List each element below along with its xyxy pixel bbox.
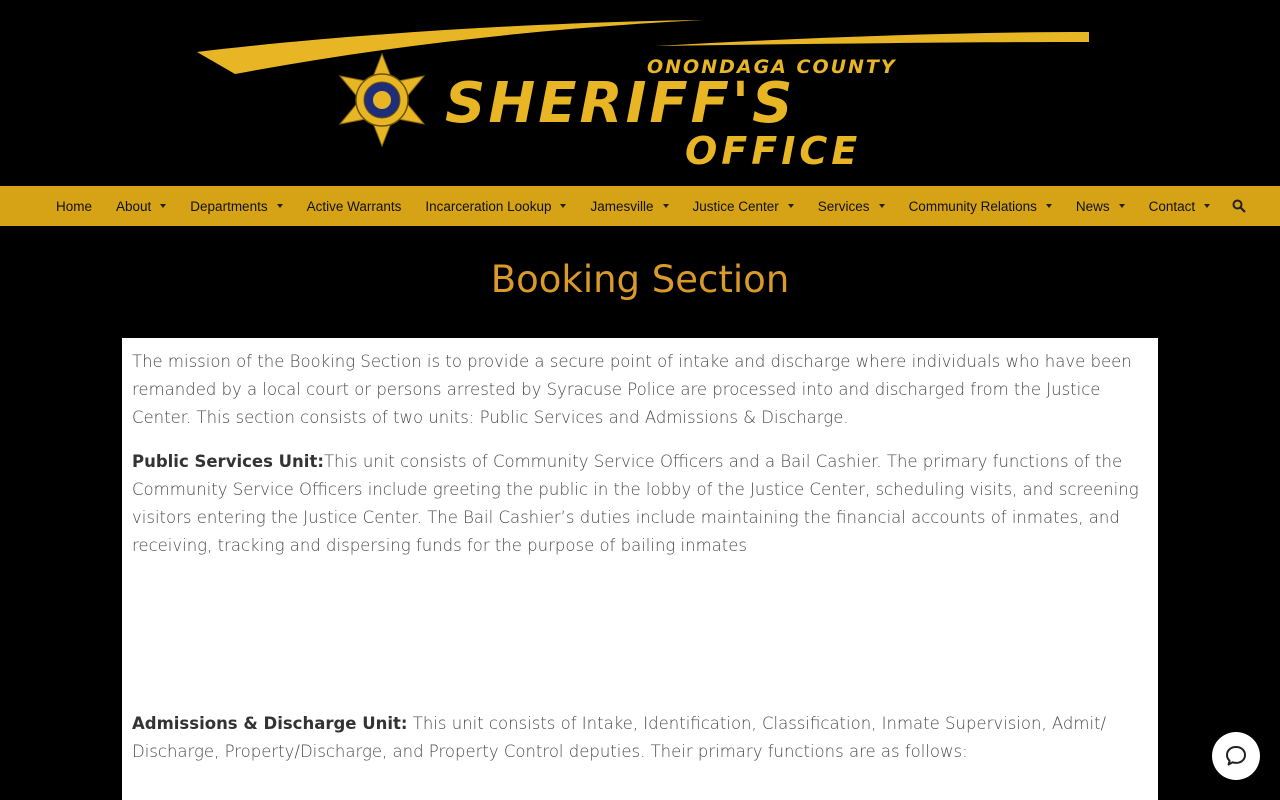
nav-item-departments[interactable] bbox=[178, 186, 294, 226]
chevron-down-icon bbox=[1204, 204, 1210, 208]
nav-item-label: News bbox=[1075, 198, 1110, 214]
search-button[interactable] bbox=[1222, 186, 1256, 226]
main-nav bbox=[0, 186, 1280, 226]
nav-item-label: Home bbox=[56, 198, 93, 214]
nav-item-community-relations[interactable] bbox=[897, 186, 1064, 226]
nav-item-justice-center[interactable] bbox=[681, 186, 806, 226]
main-content bbox=[122, 338, 1158, 800]
nav-item-label: Active Warrants bbox=[306, 198, 402, 214]
nav-item-news[interactable] bbox=[1064, 186, 1137, 226]
intro-paragraph: The mission of the Booking Section is to provide a secure point of intake and discharge where individuals who have been remanded by a local court or persons arrested by Syracuse Police are processed into and discharged from the Justice Center. This section consists of two units: Public Services and Admissions & Discharge. bbox=[132, 352, 1132, 427]
nav-item-label: Community Relations bbox=[908, 198, 1037, 214]
chevron-down-icon bbox=[160, 204, 166, 208]
nav-item-contact[interactable] bbox=[1137, 186, 1223, 226]
nav-items bbox=[44, 186, 1256, 226]
logo-county-text: ONONDAGA COUNTY bbox=[647, 56, 897, 78]
nav-item-label: Incarceration Lookup bbox=[425, 198, 552, 214]
chevron-down-icon bbox=[560, 204, 566, 208]
nav-item-active-warrants[interactable] bbox=[295, 186, 414, 226]
chevron-down-icon bbox=[788, 204, 794, 208]
nav-item-jamesville[interactable] bbox=[578, 186, 680, 226]
nav-item-label: Justice Center bbox=[692, 198, 779, 214]
chevron-down-icon bbox=[1119, 204, 1125, 208]
chat-button[interactable] bbox=[1212, 732, 1260, 780]
admissions-heading: Admissions & Discharge Unit: bbox=[132, 714, 408, 733]
public-services-text: This unit consists of Community Service Officers and a Bail Cashier. The primary functions of the Community Service Officers include greeting the public in the lobby of the Justice Center, scheduling visits, and screening visitors entering the Justice Center. The Bail Cashier’s duties include maintaining the financial accounts of inmates, and receiving, tracking and dispersing funds for the purpose of bailing inmates bbox=[132, 452, 1139, 555]
nav-item-label: Contact bbox=[1148, 198, 1196, 214]
public-services-paragraph bbox=[132, 448, 1148, 560]
page-title: Booking Section bbox=[490, 258, 790, 301]
chevron-down-icon bbox=[1046, 204, 1052, 208]
nav-item-incarceration-lookup[interactable] bbox=[413, 186, 578, 226]
public-services-heading: Public Services Unit: bbox=[132, 452, 324, 471]
nav-item-label: About bbox=[116, 198, 152, 214]
chevron-down-icon bbox=[879, 204, 885, 208]
chevron-down-icon bbox=[663, 204, 669, 208]
admissions-paragraph bbox=[132, 710, 1148, 766]
nav-item-label: Jamesville bbox=[590, 198, 654, 214]
admissions-text: This unit consists of Intake, Identification, Classification, Inmate Supervision, Admit/ Discharge, Property/Discharge, and Property Control deputies. Their primary functions are as follows: bbox=[132, 714, 1107, 761]
logo-office-text: OFFICE bbox=[685, 129, 862, 173]
site-header bbox=[0, 0, 1280, 186]
logo-sheriffs-text: SHERIFF'S bbox=[445, 71, 796, 136]
search-icon bbox=[1232, 199, 1246, 213]
nav-item-services[interactable] bbox=[806, 186, 897, 226]
chat-bubble-icon bbox=[1224, 744, 1248, 768]
sheriff-logo[interactable] bbox=[195, 14, 1095, 174]
chevron-down-icon bbox=[277, 204, 283, 208]
nav-item-label: Departments bbox=[190, 198, 268, 214]
nav-item-about[interactable] bbox=[104, 186, 178, 226]
nav-item-label: Services bbox=[817, 198, 870, 214]
nav-item-home[interactable] bbox=[44, 186, 104, 226]
